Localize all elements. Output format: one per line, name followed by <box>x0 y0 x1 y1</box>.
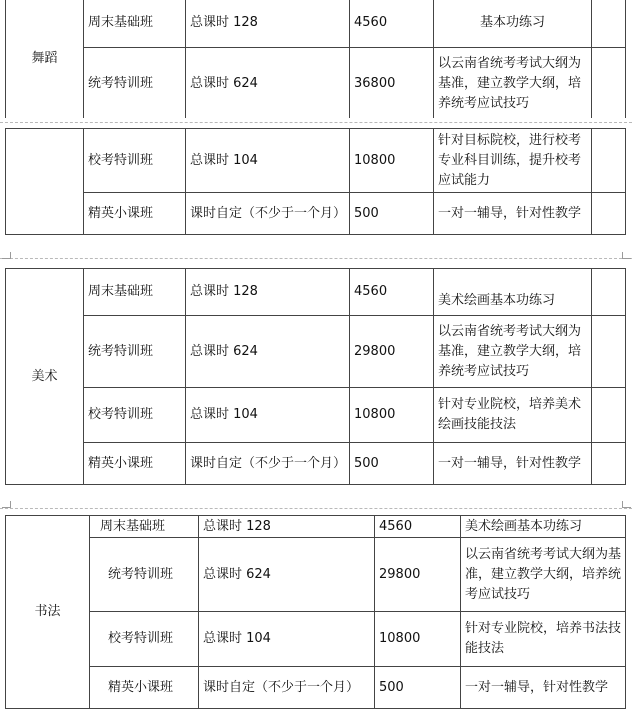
page-gap <box>0 236 632 268</box>
class-hours: 课时自定（不少于一个月） <box>186 443 350 485</box>
empty-cell <box>592 193 626 235</box>
empty-cell <box>592 443 626 485</box>
class-price: 10800 <box>350 129 434 193</box>
table-row <box>6 269 626 316</box>
category-label: 美术 <box>6 269 84 485</box>
table-row <box>6 193 626 235</box>
page-gap <box>0 485 632 515</box>
class-description: 一对一辅导，针对性教学 <box>434 193 592 235</box>
class-description: 以云南省统考考试大纲为基准，建立教学大纲，培养统考应试技巧 <box>434 316 592 388</box>
class-name: 统考特训班 <box>84 316 186 388</box>
class-name: 精英小课班 <box>84 443 186 485</box>
class-name: 精英小课班 <box>90 667 199 709</box>
class-name: 周末基础班 <box>90 516 199 538</box>
class-name: 统考特训班 <box>90 538 199 612</box>
corner-mark <box>2 501 11 508</box>
class-price: 500 <box>350 443 434 485</box>
class-hours: 课时自定（不少于一个月） <box>186 193 350 235</box>
dance-table-upper <box>5 0 626 120</box>
class-hours: 总课时 104 <box>199 612 375 667</box>
class-hours: 课时自定（不少于一个月） <box>199 667 375 709</box>
table-row <box>6 612 626 667</box>
class-description: 一对一辅导，针对性教学 <box>434 443 592 485</box>
table-row <box>6 0 626 48</box>
class-price: 10800 <box>350 388 434 443</box>
class-description: 针对专业院校，培养美术绘画技能技法 <box>434 388 592 443</box>
page-break-line <box>0 122 632 123</box>
class-name: 周末基础班 <box>84 269 186 316</box>
class-price: 36800 <box>350 48 434 120</box>
class-hours: 总课时 104 <box>186 129 350 193</box>
class-name: 校考特训班 <box>90 612 199 667</box>
empty-cell <box>592 0 626 48</box>
corner-mark <box>622 501 631 508</box>
table-row <box>6 129 626 193</box>
class-name: 校考特训班 <box>84 388 186 443</box>
class-description: 以云南省统考考试大纲为基准，建立教学大纲，培养统考应试技巧 <box>461 538 626 612</box>
class-hours: 总课时 624 <box>199 538 375 612</box>
category-label: 舞蹈 <box>6 0 84 120</box>
class-description: 针对目标院校，进行校考专业科目训练，提升校考应试能力 <box>434 129 592 193</box>
class-hours: 总课时 104 <box>186 388 350 443</box>
class-hours: 总课时 128 <box>186 269 350 316</box>
table-row <box>6 48 626 120</box>
class-hours: 总课时 624 <box>186 316 350 388</box>
class-description: 基本功练习 <box>434 0 592 48</box>
table-row <box>6 538 626 612</box>
class-description: 一对一辅导，针对性教学 <box>461 667 626 709</box>
art-table <box>5 268 626 485</box>
class-name: 精英小课班 <box>84 193 186 235</box>
class-price: 29800 <box>350 316 434 388</box>
table-row <box>6 667 626 709</box>
table-row <box>6 388 626 443</box>
class-name: 周末基础班 <box>84 0 186 48</box>
class-price: 4560 <box>350 269 434 316</box>
empty-cell <box>592 129 626 193</box>
dance-table-lower <box>5 128 626 235</box>
empty-cell <box>592 269 626 316</box>
empty-cell <box>592 48 626 120</box>
class-price: 4560 <box>375 516 461 538</box>
class-price: 4560 <box>350 0 434 48</box>
table-row <box>6 516 626 538</box>
corner-mark <box>2 252 11 259</box>
corner-mark <box>622 252 631 259</box>
class-name: 校考特训班 <box>84 129 186 193</box>
class-description: 美术绘画基本功练习 <box>434 269 592 316</box>
empty-cell <box>592 316 626 388</box>
class-description: 针对专业院校，培养书法技能技法 <box>461 612 626 667</box>
class-price: 500 <box>375 667 461 709</box>
class-hours: 总课时 128 <box>186 0 350 48</box>
class-hours: 总课时 624 <box>186 48 350 120</box>
class-description: 美术绘画基本功练习 <box>461 516 626 538</box>
category-label: 书法 <box>6 516 90 709</box>
class-description: 以云南省统考考试大纲为基准，建立教学大纲，培养统考应试技巧 <box>434 48 592 120</box>
page-break-line <box>0 258 632 259</box>
page-gap <box>0 118 632 128</box>
class-price: 29800 <box>375 538 461 612</box>
empty-cell <box>592 388 626 443</box>
category-cell-continued <box>6 129 84 235</box>
page-break-line <box>0 508 632 509</box>
calligraphy-table <box>5 515 626 709</box>
class-price: 10800 <box>375 612 461 667</box>
table-row <box>6 443 626 485</box>
class-name: 统考特训班 <box>84 48 186 120</box>
class-price: 500 <box>350 193 434 235</box>
table-row <box>6 316 626 388</box>
class-hours: 总课时 128 <box>199 516 375 538</box>
